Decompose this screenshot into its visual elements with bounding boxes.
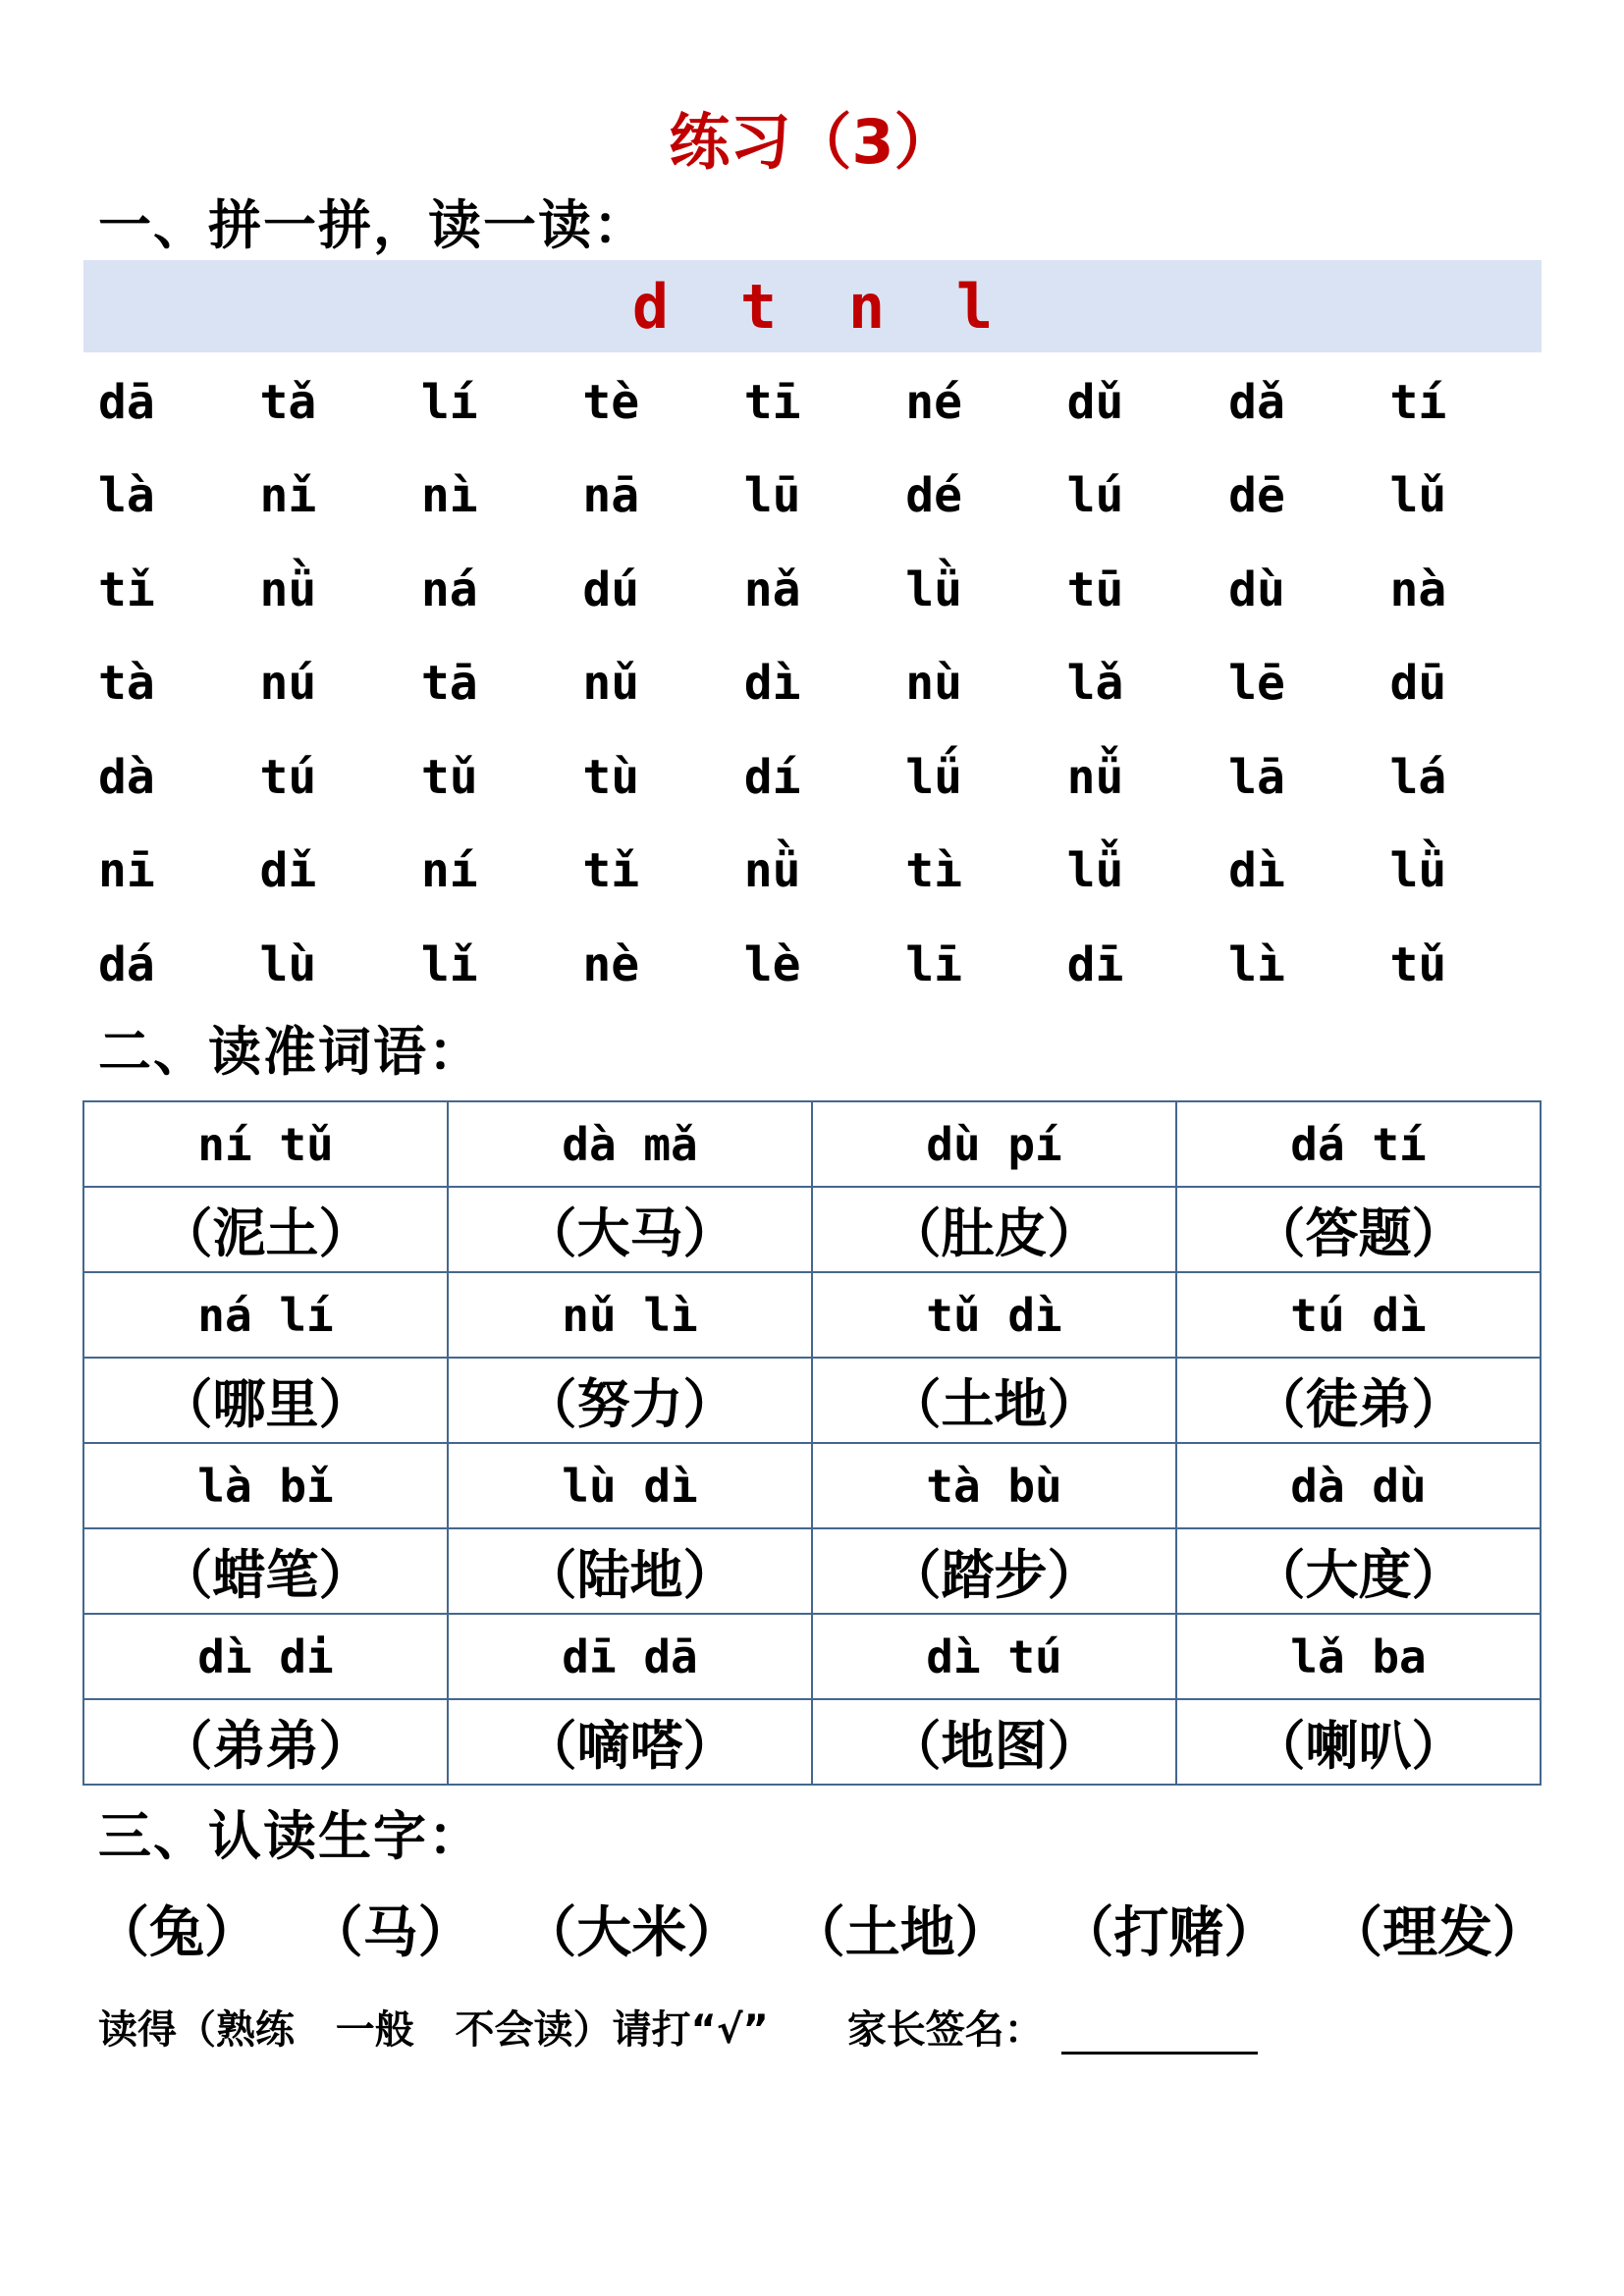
pinyin-syllable: nǚ [1066,749,1124,805]
word-hanzi-cell: （大度） [1176,1528,1541,1614]
word-pinyin-cell: dá tí [1176,1101,1541,1187]
pinyin-syllable: nè [582,936,640,992]
word-hanzi-cell: （地图） [812,1699,1176,1785]
hanzi-table-row [83,1699,1541,1785]
word-hanzi-cell: （泥土） [83,1187,448,1272]
pinyin-syllable: nǐ [259,468,317,524]
pinyin-row [98,637,1551,731]
banner-letter: n [847,270,886,343]
character-item: （土地） [789,1901,1010,1965]
word-pinyin-cell: lǎ ba [1176,1614,1541,1699]
rating-instruction: 读得（熟练 一般 不会读）请打“√” [98,2007,769,2053]
pinyin-syllable: lá [1389,749,1447,805]
word-hanzi-cell: （大马） [448,1187,812,1272]
section2-heading: 二、读准词语： [98,1021,483,1083]
pinyin-syllable: dì [1228,843,1285,899]
word-pinyin-cell: lù dì [448,1443,812,1528]
pinyin-syllable: tā [420,656,478,712]
pinyin-syllable: lè [743,936,801,992]
pinyin-syllable: dí [743,749,801,805]
pinyin-syllable: nú [259,656,317,712]
word-pinyin-cell: dī dā [448,1614,812,1699]
word-pinyin-cell: là bǐ [83,1443,448,1528]
pinyin-syllable: dā [98,374,155,430]
pinyin-syllable: tī [743,374,801,430]
banner-letter: d [631,270,670,343]
pinyin-syllable: nà [1389,561,1447,617]
section1-heading: 一、拼一拼，读一读： [98,194,648,256]
character-item: （大米） [521,1901,742,1965]
word-hanzi-cell: （哪里） [83,1358,448,1443]
pinyin-syllable: nì [420,468,478,524]
word-pinyin-cell: tà bù [812,1443,1176,1528]
pinyin-syllable: tǔ [1389,936,1447,992]
word-pinyin-cell: tǔ dì [812,1272,1176,1358]
pinyin-syllable: dà [98,749,155,805]
pinyin-syllable: nǜ [259,561,317,617]
pinyin-syllable: tà [98,656,155,712]
pinyin-table-row [83,1272,1541,1358]
signature-field[interactable] [1061,2012,1258,2055]
word-pinyin-cell: tú dì [1176,1272,1541,1358]
pinyin-table-row [83,1101,1541,1187]
pinyin-syllable: lí [420,374,478,430]
word-hanzi-cell: （陆地） [448,1528,812,1614]
banner-letter: t [739,270,778,343]
pinyin-row [98,450,1551,544]
pinyin-syllable: nǜ [743,843,801,899]
pinyin-syllable: tǎ [259,374,317,430]
word-hanzi-cell: （土地） [812,1358,1176,1443]
pinyin-syllable: nī [98,843,155,899]
word-hanzi-cell: （弟弟） [83,1699,448,1785]
word-pinyin-cell: dà mǎ [448,1101,812,1187]
pinyin-syllable: nǔ [582,656,640,712]
hanzi-table-row [83,1187,1541,1272]
word-hanzi-cell: （踏步） [812,1528,1176,1614]
pinyin-row [98,825,1551,919]
word-hanzi-cell: （努力） [448,1358,812,1443]
word-pinyin-cell: dì di [83,1614,448,1699]
character-item: （马） [307,1901,473,1965]
pinyin-syllable: dǎ [1228,374,1285,430]
hanzi-table-row [83,1528,1541,1614]
character-item: （兔） [94,1901,259,1965]
pinyin-syllable: dē [1228,468,1285,524]
pinyin-syllable: lē [1228,656,1285,712]
pinyin-syllable: tè [582,374,640,430]
pinyin-row [98,730,1551,825]
pinyin-syllable: tú [259,749,317,805]
pinyin-grid [98,355,1551,1012]
pinyin-syllable: lū [743,468,801,524]
pinyin-syllable: tū [1066,561,1124,617]
pinyin-syllable: lù [259,936,317,992]
word-hanzi-cell: （蜡笔） [83,1528,448,1614]
page-title: 练习（3） [669,106,955,178]
word-hanzi-cell: （嘀嗒） [448,1699,812,1785]
word-pinyin-cell: dì tú [812,1614,1176,1699]
pinyin-syllable: lì [1228,936,1285,992]
pinyin-syllable: dú [582,561,640,617]
pinyin-syllable: dé [905,468,962,524]
pinyin-syllable: ní [420,843,478,899]
word-hanzi-cell: （肚皮） [812,1187,1176,1272]
pinyin-syllable: né [905,374,962,430]
pinyin-syllable: dù [1228,561,1285,617]
signature-label: 家长签名： [846,2007,1044,2053]
hanzi-table-row [83,1358,1541,1443]
word-pinyin-cell: dù pí [812,1101,1176,1187]
section3-heading: 三、认读生字： [98,1805,483,1867]
pinyin-row [98,543,1551,637]
pinyin-syllable: tì [905,843,962,899]
pinyin-syllable: dǐ [259,843,317,899]
pinyin-row [98,355,1551,450]
initials-banner [83,260,1542,352]
pinyin-syllable: lǐ [420,936,478,992]
pinyin-table-row [83,1443,1541,1528]
word-hanzi-cell: （徒弟） [1176,1358,1541,1443]
pinyin-syllable: tǐ [98,561,155,617]
word-pinyin-cell: ní tǔ [83,1101,448,1187]
word-hanzi-cell: （答题） [1176,1187,1541,1272]
word-pinyin-cell: dà dù [1176,1443,1541,1528]
character-item: （理发） [1326,1901,1547,1965]
pinyin-syllable: lǜ [905,561,962,617]
pinyin-syllable: lī [905,936,962,992]
pinyin-syllable: tǐ [582,843,640,899]
pinyin-syllable: nǎ [743,561,801,617]
pinyin-syllable: lǘ [905,749,962,805]
pinyin-syllable: ná [420,561,478,617]
pinyin-syllable: lǜ [1389,843,1447,899]
banner-letter: l [955,270,994,343]
word-hanzi-cell: （喇叭） [1176,1699,1541,1785]
pinyin-syllable: lǚ [1066,843,1124,899]
word-pinyin-cell: ná lí [83,1272,448,1358]
pinyin-table-row [83,1614,1541,1699]
footer [98,1999,1258,2055]
pinyin-syllable: dǔ [1066,374,1124,430]
pinyin-syllable: tí [1389,374,1447,430]
pinyin-syllable: lǎ [1066,656,1124,712]
pinyin-syllable: lú [1066,468,1124,524]
pinyin-syllable: là [98,468,155,524]
character-item: （打赌） [1058,1901,1279,1965]
pinyin-syllable: tǔ [420,749,478,805]
words-table [82,1100,1542,1786]
pinyin-syllable: nù [905,656,962,712]
pinyin-row [98,918,1551,1012]
word-pinyin-cell: nǔ lì [448,1272,812,1358]
pinyin-syllable: tù [582,749,640,805]
new-characters-row [94,1890,1547,1968]
pinyin-syllable: dì [743,656,801,712]
pinyin-syllable: lǔ [1389,468,1447,524]
pinyin-syllable: dī [1066,936,1124,992]
pinyin-syllable: dá [98,936,155,992]
pinyin-syllable: nā [582,468,640,524]
pinyin-syllable: lā [1228,749,1285,805]
pinyin-syllable: dū [1389,656,1447,712]
